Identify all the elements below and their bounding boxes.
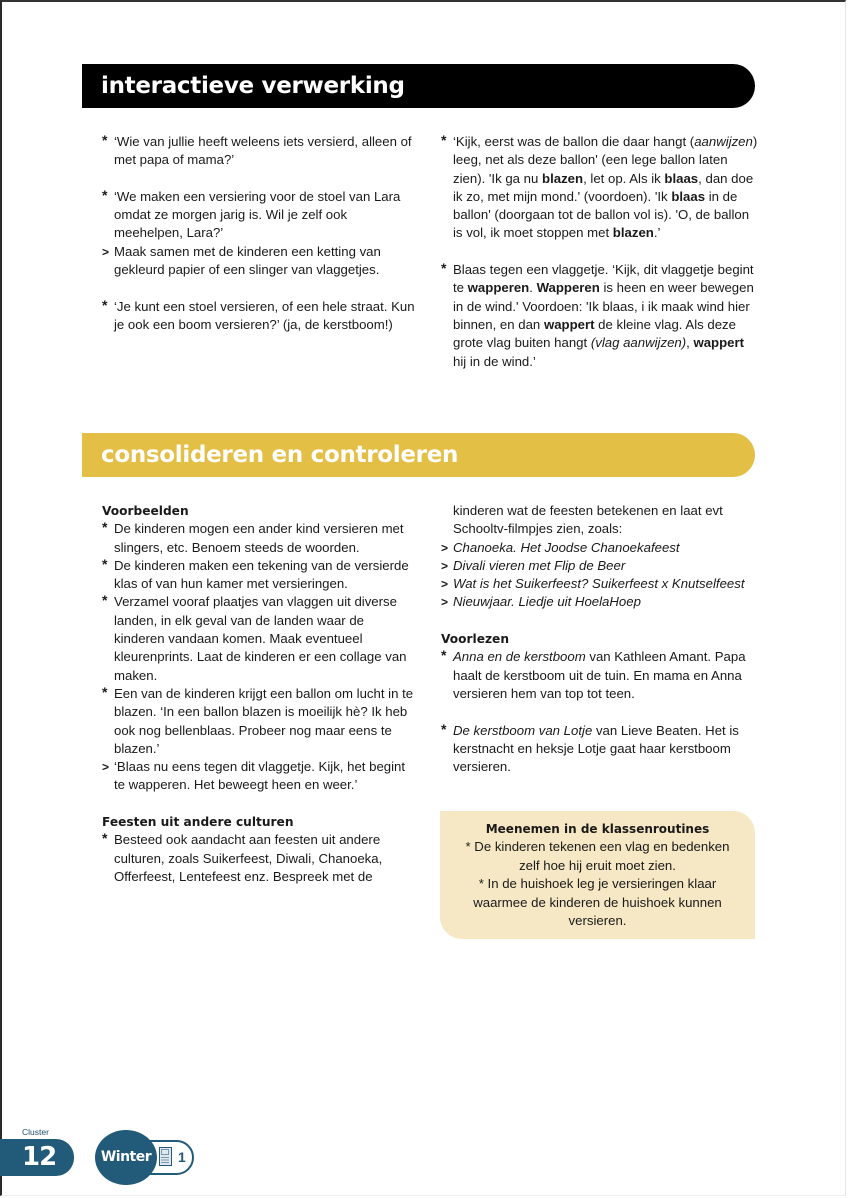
subsection-heading: Voorbeelden <box>102 504 189 518</box>
list-item-text: Anna en de kerstboom van Kathleen Amant. Papa haalt de kerstboom uit de tuin. En mama en Anna versieren hem van top tot teen. <box>453 649 746 701</box>
asterisk-bullet-icon: * <box>441 647 447 664</box>
cluster-number-badge <box>0 1139 74 1176</box>
spacer <box>102 279 417 297</box>
section1-right-column <box>441 133 759 371</box>
subsection-heading: Voorlezen <box>441 632 510 647</box>
spacer <box>102 170 417 188</box>
tipbox-line: * In de huishoek leg je versieringen klaar <box>478 876 717 892</box>
chevron-right-icon: > <box>441 577 449 592</box>
bullet-list-item <box>102 298 417 335</box>
chevron-right-icon: > <box>441 595 449 610</box>
bullet-list-item <box>441 502 759 539</box>
list-item-text: Besteed ook aandacht aan feesten uit andere culturen, zoals Suikerfeest, Diwali, Chanoeka, Offerfeest, Lentefeest enz. Bespreek met de <box>114 832 383 884</box>
list-item-text: kinderen wat de feesten betekenen en laat evt Schooltv-filmpjes zien, zoals: <box>453 503 723 537</box>
list-item-text: Wat is het Suikerfeest? Suikerfeest x Knutselfeest <box>453 576 745 592</box>
spacer <box>441 703 759 721</box>
bullet-list-item <box>441 133 759 243</box>
tipbox-title: Meenemen in de klassenroutines <box>485 822 710 836</box>
list-item-text: Blaas tegen een vlaggetje. ‘Kijk, dit vlaggetje begint te wapperen. Wapperen is heen en weer bewegen in de wind.' Voordoen: 'Ik blaas, i ik maak wind hier binnen, en dan wappert de kleine vlag. Als deze grote vlag buiten hangt (vlag aanwijzen), wappert hij in de wind.’ <box>453 262 754 369</box>
chevron-right-icon: > <box>102 244 110 259</box>
cluster-number: 12 <box>22 1142 57 1172</box>
bullet-list-item <box>102 557 417 594</box>
arrow-list-item <box>441 593 759 611</box>
list-item-text: Divali vieren met Flip de Beer <box>453 557 626 573</box>
document-count: 1 <box>178 1149 186 1165</box>
section2-right-column <box>441 502 759 776</box>
tipbox-line: versieren. <box>568 913 627 929</box>
section2-left-column <box>102 502 417 886</box>
section-banner-interactieve-verwerking <box>82 64 755 108</box>
bullet-list-item <box>102 831 417 886</box>
list-item-text: De kinderen maken een tekening van de versierde klas of van hun kamer met versieringen. <box>114 557 409 592</box>
bullet-list-item <box>102 593 417 684</box>
classroom-routines-box <box>440 811 755 939</box>
asterisk-bullet-icon: * <box>441 720 447 737</box>
list-item-text: ‘We maken een versiering voor de stoel van Lara omdat ze morgen jarig is. Wil je zelf ook meehelpen, Lara?’ <box>114 188 401 241</box>
list-item-text: Verzamel vooraf plaatjes van vlaggen uit diverse landen, in elk geval van de landen waar de kinderen vandaan komen. Maak eventueel kleurenprints. Laat de kinderen er een collage van maken. <box>114 594 407 683</box>
cluster-label: Cluster <box>22 1127 49 1137</box>
list-item-text: Chanoeka. Het Joodse Chanoekafeest <box>453 539 680 555</box>
list-item-text: ‘Kijk, eerst was de ballon die daar hangt (aanwijzen) leeg, net als deze ballon' (een lege ballon laten zien). 'Ik ga nu blazen, let op. Als ik blaas, dan doe ik zo, met mijn mond.' (voordoen). 'Ik blaas in de ballon' (doorgaan tot de ballon vol is). 'O, de ballon is vol, ik moet stoppen met blazen.’ <box>453 134 758 241</box>
list-item-text: ‘Je kunt een stoel versieren, of een hele straat. Kun je ook een boom versieren?’ (ja, de kerstboom!) <box>114 298 415 332</box>
section-title: interactieve verwerking <box>101 73 405 99</box>
section1-left-column <box>102 133 417 334</box>
asterisk-bullet-icon: * <box>102 519 108 536</box>
bullet-list-item <box>102 188 417 243</box>
spacer <box>441 612 759 630</box>
asterisk-bullet-icon: * <box>441 260 447 277</box>
asterisk-bullet-icon: * <box>441 132 447 148</box>
tipbox-line: waarmee de kinderen de huishoek kunnen <box>473 894 722 910</box>
bullet-list-item <box>441 722 759 777</box>
asterisk-bullet-icon: * <box>102 132 108 148</box>
section-banner-consolideren <box>82 433 755 477</box>
bullet-list-item <box>102 133 417 170</box>
subsection-heading: Feesten uit andere culturen <box>102 815 294 830</box>
tipbox-line: zelf hoe hij eruit moet zien. <box>519 857 676 873</box>
asterisk-bullet-icon: * <box>102 683 108 700</box>
season-badge <box>95 1130 157 1185</box>
list-item-text: Een van de kinderen krijgt een ballon om lucht in te blazen. ‘In een ballon blazen is moeilijk hè? Ik heb ook nog bellenblaas. Probeer nog maar eens te blazen.’ <box>114 685 414 756</box>
arrow-list-item <box>102 758 417 795</box>
asterisk-bullet-icon: * <box>102 830 108 847</box>
list-item-text: ‘Blaas nu eens tegen dit vlaggetje. Kijk, het begint te wapperen. Het beweegt heen en weer.’ <box>114 759 406 793</box>
arrow-list-item <box>102 243 417 280</box>
list-item-text: De kinderen mogen een ander kind versieren met slingers, etc. Benoem steeds de woorden. <box>114 521 404 555</box>
list-item-text: Maak samen met de kinderen een ketting van gekleurd papier of een slinger van vlaggetjes. <box>114 243 381 278</box>
bullet-list-item <box>102 520 417 557</box>
list-item-text: ‘Wie van jullie heeft weleens iets versierd, alleen of met papa of mama?’ <box>114 134 412 168</box>
chevron-right-icon: > <box>441 558 449 573</box>
list-item-text: Nieuwjaar. Liedje uit HoelaHoep <box>453 594 641 610</box>
asterisk-bullet-icon: * <box>102 296 108 313</box>
arrow-list-item <box>441 575 759 593</box>
bullet-list-item <box>102 685 417 758</box>
arrow-list-item <box>441 557 759 575</box>
bullet-list-item <box>441 648 759 703</box>
list-item-text: De kerstboom van Lotje van Lieve Beaten. Het is kerstnacht en heksje Lotje gaat haar kerstboom versieren. <box>453 722 739 775</box>
tipbox-line: * De kinderen tekenen een vlag en bedenken <box>465 839 730 855</box>
bullet-list-item <box>441 261 759 371</box>
section-title: consolideren en controleren <box>101 442 459 468</box>
season-label: Winter <box>100 1149 152 1165</box>
document-icon <box>159 1147 172 1166</box>
asterisk-bullet-icon: * <box>102 555 108 572</box>
arrow-list-item <box>441 539 759 557</box>
spacer <box>102 795 417 813</box>
spacer <box>441 243 759 261</box>
chevron-right-icon: > <box>441 540 449 555</box>
asterisk-bullet-icon: * <box>102 186 108 203</box>
chevron-right-icon: > <box>102 760 110 775</box>
asterisk-bullet-icon: * <box>102 592 108 609</box>
